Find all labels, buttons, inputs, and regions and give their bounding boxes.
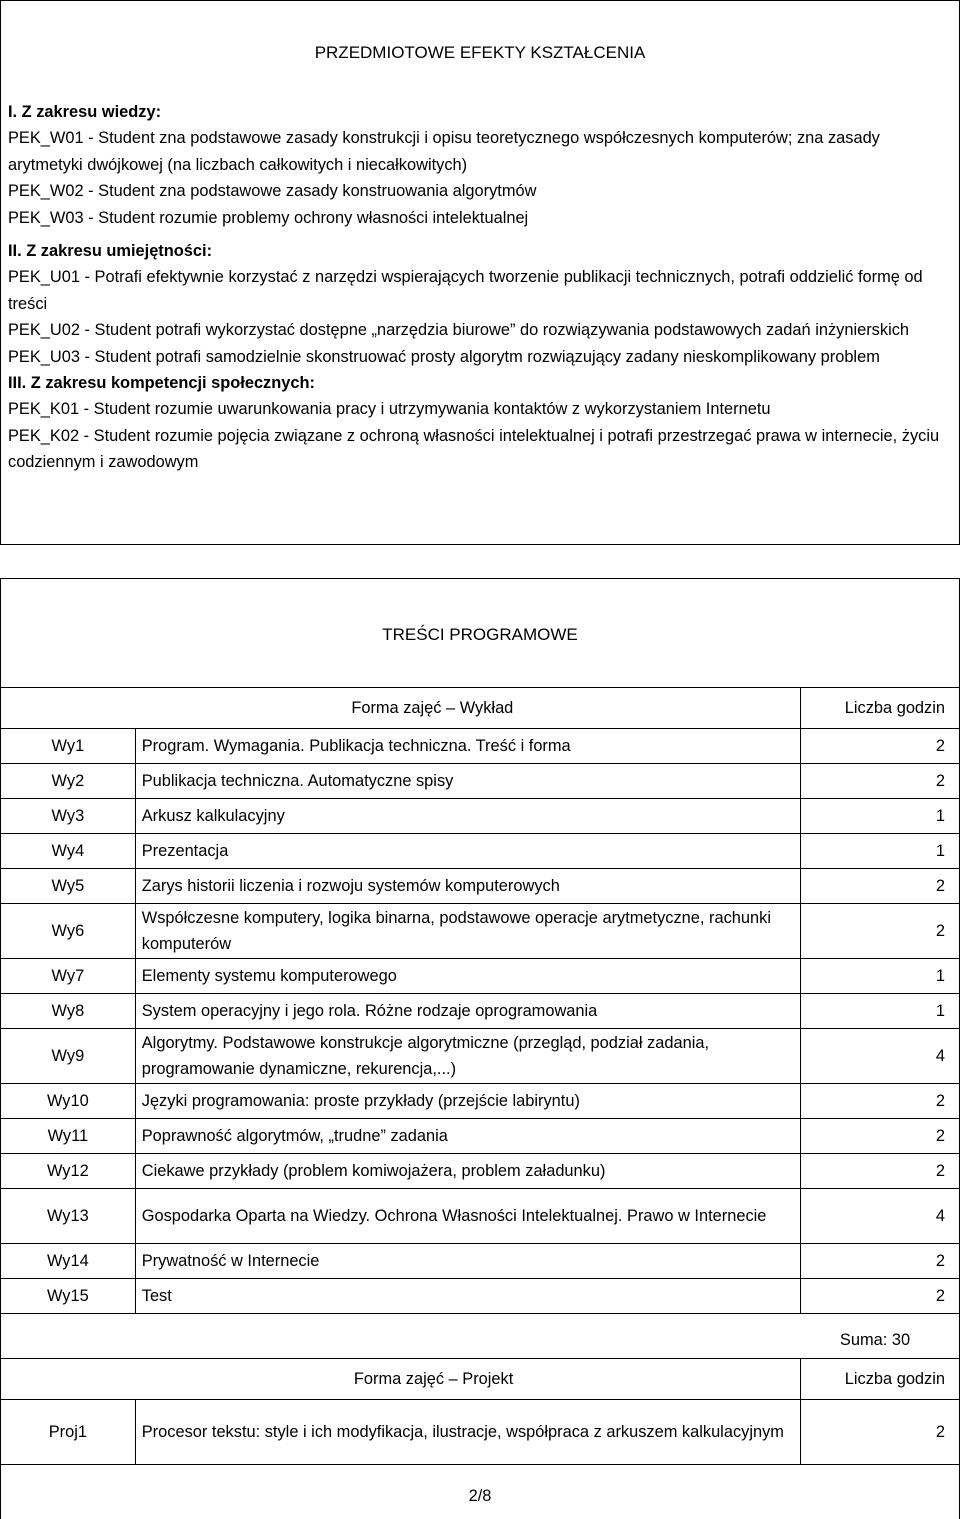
lecture-hours: 2 [801,729,959,764]
table-row [1,904,959,959]
knowledge-heading: I. Z zakresu wiedzy: [8,103,162,121]
lecture-code: Wy14 [1,1244,135,1279]
lecture-code: Wy5 [1,869,135,904]
lecture-topic: Algorytmy. Podstawowe konstrukcje algorytmiczne (przegląd, podział zadania, programowanie dynamiczne, rekurencja,...) [135,1029,801,1084]
skills-heading: II. Z zakresu umiejętności: [8,242,213,261]
outcomes-content [8,99,947,476]
table-row [1,834,959,869]
lecture-topic: Prywatność w Internecie [135,1244,801,1279]
lecture-hours: 2 [801,904,959,959]
project-table-header [1,1359,959,1400]
lecture-code: Wy2 [1,764,135,799]
outcomes-title: PRZEDMIOTOWE EFEKTY KSZTAŁCENIA [314,43,646,62]
lecture-code: Wy15 [1,1279,135,1314]
table-row [1,799,959,834]
lecture-hours-sum: Suma: 30 [839,1331,911,1349]
table-row [1,764,959,799]
project-code: Proj1 [1,1400,135,1465]
lecture-topic: Gospodarka Oparta na Wiedzy. Ochrona Własności Intelektualnej. Prawo w Internecie [135,1189,801,1244]
lecture-hours: 1 [801,799,959,834]
table-row [1,1154,959,1189]
lecture-hours: 2 [801,764,959,799]
lecture-hours: 4 [801,1029,959,1084]
lecture-hours: 2 [801,1154,959,1189]
lecture-topic: Arkusz kalkulacyjny [135,799,801,834]
table-row [1,959,959,994]
lecture-hours: 2 [801,1244,959,1279]
lecture-topic: Program. Wymagania. Publikacja techniczna. Treść i forma [135,729,801,764]
table-row [1,1084,959,1119]
lecture-topic: Poprawność algorytmów, „trudne” zadania [135,1119,801,1154]
lecture-topic: Ciekawe przykłady (problem komiwojażera, problem załadunku) [135,1154,801,1189]
lecture-hours: 4 [801,1189,959,1244]
lecture-code: Wy8 [1,994,135,1029]
page-number: 2/8 [468,1487,492,1505]
table-row [1,1279,959,1314]
lecture-hours: 1 [801,959,959,994]
outcome-item: PEK_W01 - Student zna podstawowe zasady konstrukcji i opisu teoretycznego współczesnych komputerów; zna zasady arytmetyki dwójkowej (na liczbach całkowitych i niecałkowitych) [8,129,880,174]
table-row [1,994,959,1029]
table-row [1,1400,959,1465]
lecture-hours: 2 [801,869,959,904]
outcome-item: PEK_U03 - Student potrafi samodzielnie skonstruować prosty algorytm rozwiązujący zadany nieskomplikowany problem [8,347,880,366]
lecture-hours: 2 [801,1279,959,1314]
lecture-code: Wy13 [1,1189,135,1244]
lecture-code: Wy3 [1,799,135,834]
lecture-hours: 2 [801,1084,959,1119]
lecture-topic: Języki programowania: proste przykłady (przejście labiryntu) [135,1084,801,1119]
program-title: TREŚCI PROGRAMOWE [382,625,578,644]
table-row [1,869,959,904]
table-row [1,1189,959,1244]
outcome-item: PEK_U01 - Potrafi efektywnie korzystać z narzędzi wspierających tworzenie publikacji technicznych, potrafi oddzielić formę od treści [8,268,923,313]
lecture-table [1,687,959,1314]
lecture-code: Wy7 [1,959,135,994]
lecture-topic: Prezentacja [135,834,801,869]
lecture-topic: System operacyjny i jego rola. Różne rodzaje oprogramowania [135,994,801,1029]
lecture-table-header [1,688,959,729]
lecture-code: Wy11 [1,1119,135,1154]
lecture-topic: Zarys historii liczenia i rozwoju systemów komputerowych [135,869,801,904]
lecture-topic: Publikacja techniczna. Automatyczne spisy [135,764,801,799]
lecture-code: Wy9 [1,1029,135,1084]
program-content-section [0,578,960,1519]
lecture-code: Wy12 [1,1154,135,1189]
lecture-hours: 2 [801,1119,959,1154]
outcome-item: PEK_U02 - Student potrafi wykorzystać dostępne „narzędzia biurowe” do rozwiązywania podstawowych zadań inżynierskich [8,321,910,340]
hours-header: Liczba godzin [801,688,959,729]
outcome-item: PEK_K01 - Student rozumie uwarunkowania pracy i utrzymywania kontaktów z wykorzystaniem Internetu [8,400,771,419]
table-row [1,1119,959,1154]
lecture-code: Wy4 [1,834,135,869]
project-topic: Procesor tekstu: style i ich modyfikacja, ilustracje, współpraca z arkuszem kalkulacyjnym [135,1400,801,1465]
lecture-hours: 1 [801,994,959,1029]
lecture-topic: Test [135,1279,801,1314]
outcome-item: PEK_W03 - Student rozumie problemy ochrony własności intelektualnej [8,208,529,227]
table-row [1,729,959,764]
lecture-code: Wy10 [1,1084,135,1119]
outcome-item: PEK_K02 - Student rozumie pojęcia związane z ochroną własności intelektualnej i potrafi przestrzegać prawa w internecie, życiu codziennym i zawodowym [8,426,940,472]
social-heading: III. Z zakresu kompetencji społecznych: [8,374,315,393]
outcome-item: PEK_W02 - Student zna podstawowe zasady konstruowania algorytmów [8,182,537,201]
lecture-topic: Elementy systemu komputerowego [135,959,801,994]
project-form-header: Forma zajęć – Projekt [1,1359,801,1400]
lecture-topic: Współczesne komputery, logika binarna, podstawowe operacje arytmetyczne, rachunki komputerów [135,904,801,959]
lecture-code: Wy1 [1,729,135,764]
table-row [1,1244,959,1279]
project-hours: 2 [801,1400,959,1465]
project-table [1,1358,959,1465]
project-hours-header: Liczba godzin [801,1359,959,1400]
learning-outcomes-section [0,0,960,545]
lecture-code: Wy6 [1,904,135,959]
lecture-form-header: Forma zajęć – Wykład [1,688,801,729]
lecture-hours: 1 [801,834,959,869]
table-row [1,1029,959,1084]
